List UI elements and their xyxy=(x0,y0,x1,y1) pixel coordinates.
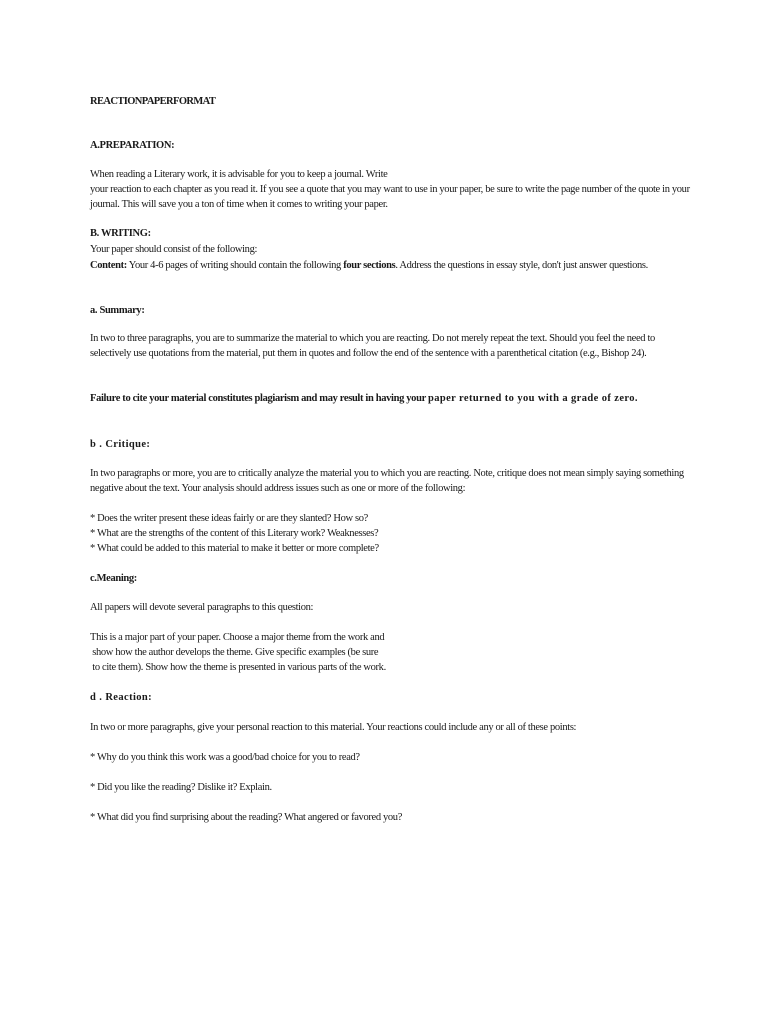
critique-paragraph: In two paragraphs or more, you are to critically analyze the material you to which you are reacting. Note, critique does not mean simply saying something negative about the text. Your analysis should address issues such as one or more of the following: xyxy=(90,468,684,494)
reaction-point-1: * Why do you think this work was a good/bad choice for you to read? xyxy=(90,752,360,763)
content-bold: four sections xyxy=(343,260,396,271)
meaning-line-3: to cite them). Show how the theme is presented in various parts of the work. xyxy=(90,662,386,673)
meaning-heading: c.Meaning: xyxy=(90,573,137,584)
reaction-point-3: * What did you find surprising about the reading? What angered or favored you? xyxy=(90,812,403,823)
critique-bullet-2: * What are the strengths of the content of this Literary work? Weaknesses? xyxy=(90,528,379,539)
document-title: REACTIONPAPERFORMAT xyxy=(90,96,216,107)
reaction-intro: In two or more paragraphs, give your personal reaction to this material. Your reactions could include any or all of these points: xyxy=(90,722,577,733)
writing-intro: Your paper should consist of the following: xyxy=(90,244,258,255)
content-label: Content: xyxy=(90,260,127,271)
meaning-line-2: show how the author develops the theme. Give specific examples (be sure xyxy=(90,647,379,658)
warning-part-2: paper returned to you with a grade of zero. xyxy=(427,393,638,404)
content-text-2: . Address the questions in essay style, don't just answer questions. xyxy=(395,260,648,271)
critique-bullet-1: * Does the writer present these ideas fairly or are they slanted? How so? xyxy=(90,513,368,524)
warning-part-1: Failure to cite your material constitutes plagiarism and may result in having your xyxy=(90,393,428,404)
summary-paragraph: In two to three paragraphs, you are to summarize the material to which you are reacting. Do not merely repeat the text. Should you feel the need to selectively use quotations from the material, put them in quotes and follow the end of the sentence with a parenthetical citation (e.g., Bishop 24). xyxy=(90,333,655,359)
plagiarism-warning xyxy=(90,391,690,406)
critique-bullet-3: * What could be added to this material to make it better or more complete? xyxy=(90,543,379,554)
preparation-heading: A.PREPARATION: xyxy=(90,140,175,151)
meaning-intro: All papers will devote several paragraphs to this question: xyxy=(90,602,314,613)
writing-heading: B. WRITING: xyxy=(90,228,151,239)
summary-heading: a. Summary: xyxy=(90,305,145,316)
reaction-heading: d . Reaction: xyxy=(90,692,153,703)
content-text-1: Your 4-6 pages of writing should contain the following xyxy=(126,260,344,271)
reaction-point-2: * Did you like the reading? Dislike it? Explain. xyxy=(90,782,272,793)
preparation-paragraph: your reaction to each chapter as you read it. If you see a quote that you may want to use in your paper, be sure to write the page number of the quote in your journal. This will save you a ton of time when it comes to writing your paper. xyxy=(90,184,690,210)
writing-content xyxy=(90,258,690,273)
critique-heading: b . Critique: xyxy=(90,439,151,450)
meaning-line-1: This is a major part of your paper. Choose a major theme from the work and xyxy=(90,632,385,643)
preparation-line-1: When reading a Literary work, it is advisable for you to keep a journal. Write xyxy=(90,169,388,180)
